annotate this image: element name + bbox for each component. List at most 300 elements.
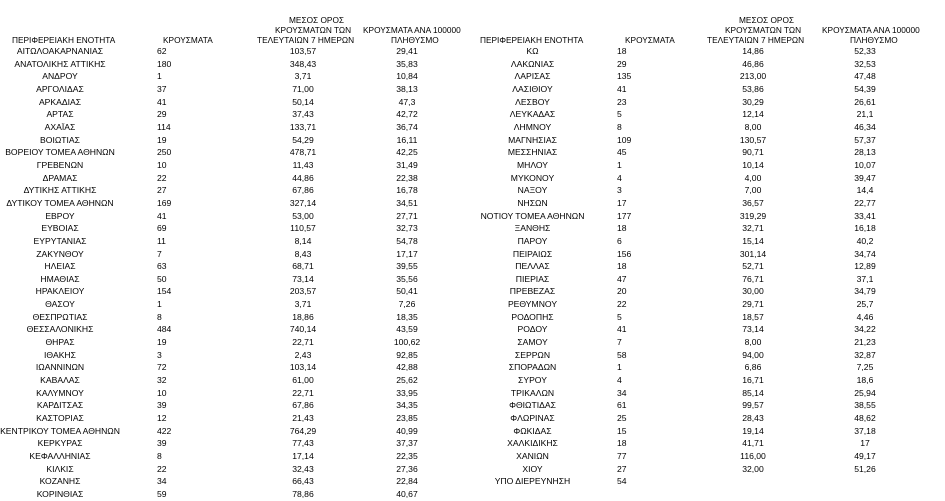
avg-7day-cell: 8,00: [744, 337, 762, 348]
avg-7day-cell: 78,86: [292, 488, 314, 499]
table-row: [0, 260, 470, 273]
avg-7day-cell: 73,14: [742, 324, 764, 335]
region-cell: ΗΜΑΘΙΑΣ: [40, 273, 80, 284]
region-cell: ΧΑΝΙΩΝ: [516, 451, 549, 461]
region-cell: ΙΘΑΚΗΣ: [44, 349, 76, 360]
cases-cell: 250: [157, 147, 172, 158]
avg-7day-cell: 16,71: [742, 375, 764, 386]
region-cell: ΗΛΕΙΑΣ: [44, 261, 76, 272]
avg-7day-cell: 6,86: [744, 362, 762, 373]
avg-7day-cell: 77,43: [292, 438, 314, 449]
region-cell: ΛΗΜΝΟΥ: [513, 121, 552, 132]
cases-cell: 11: [157, 235, 166, 246]
table-row: [470, 298, 945, 311]
cases-cell: 22: [157, 172, 167, 183]
region-cell: ΒΟΡΕΙΟΥ ΤΟΜΕΑ ΑΘΗΝΩΝ: [5, 147, 115, 158]
table-row: [470, 361, 945, 374]
per100k-cell: 16,78: [396, 185, 418, 196]
cases-cell: 72: [157, 362, 167, 373]
table-row: [470, 146, 945, 159]
region-cell: ΘΗΡΑΣ: [45, 337, 75, 348]
per100k-cell: 4,46: [856, 311, 874, 322]
table-row: [0, 184, 470, 197]
avg-7day-cell: 90,71: [742, 147, 764, 158]
table-row: [0, 70, 470, 83]
per100k-cell: 34,35: [396, 400, 418, 411]
cases-cell: 29: [617, 58, 627, 69]
per100k-cell: 39,55: [396, 261, 418, 272]
region-cell: ΑΝΔΡΟΥ: [42, 71, 78, 82]
table-row: [470, 172, 945, 185]
cases-cell: 61: [617, 400, 627, 411]
header-cases: ΚΡΟΥΣΜΑΤΑ: [163, 35, 213, 45]
table-row: [470, 450, 945, 463]
avg-7day-cell: 73,14: [292, 273, 314, 284]
region-cell: ΛΕΥΚΑΔΑΣ: [509, 109, 556, 120]
per100k-cell: 47,3: [398, 96, 416, 107]
header-avg-line1: ΜΕΣΟΣ ΟΡΟΣ: [739, 15, 795, 25]
cases-cell: 1: [157, 299, 162, 310]
header-region: ΠΕΡΙΦΕΡΕΙΑΚΗ ΕΝΟΤΗΤΑ: [12, 35, 116, 45]
avg-7day-cell: 103,57: [289, 46, 317, 56]
cases-cell: 8: [157, 451, 162, 461]
header-region: ΠΕΡΙΦΕΡΕΙΑΚΗ ΕΝΟΤΗΤΑ: [480, 35, 584, 45]
per100k-cell: 22,84: [396, 476, 418, 487]
avg-7day-cell: 71,00: [292, 83, 314, 94]
cases-cell: 1: [157, 71, 162, 82]
avg-7day-cell: 37,43: [292, 109, 314, 120]
cases-cell: 5: [617, 311, 622, 322]
per100k-cell: 40,2: [856, 235, 874, 246]
avg-7day-cell: 8,00: [744, 121, 762, 132]
table-row: [0, 235, 470, 248]
table-row: [0, 349, 470, 362]
region-cell: ΜΑΓΝΗΣΙΑΣ: [508, 134, 557, 145]
region-cell: ΘΑΣΟΥ: [45, 299, 75, 310]
per100k-cell: 92,85: [396, 349, 418, 360]
region-cell: ΚΕΝΤΡΙΚΟΥ ΤΟΜΕΑ ΑΘΗΝΩΝ: [0, 425, 120, 436]
right-table-body: [470, 45, 945, 488]
header-per100k-line2: ΠΛΗΘΥΣΜΟ: [391, 35, 439, 45]
per100k-cell: 23,85: [396, 413, 418, 424]
cases-cell: 19: [157, 337, 167, 348]
cases-cell: 37: [157, 83, 167, 94]
avg-7day-cell: 319,29: [739, 210, 767, 221]
table-row: [0, 336, 470, 349]
cases-cell: 10: [157, 159, 167, 170]
table-row: [0, 134, 470, 147]
avg-7day-cell: 46,86: [742, 58, 764, 69]
cases-cell: 169: [157, 197, 172, 208]
region-cell: ΑΙΤΩΛΟΑΚΑΡΝΑΝΙΑΣ: [16, 46, 104, 56]
per100k-cell: 25,62: [396, 375, 418, 386]
per100k-cell: 32,73: [396, 223, 418, 234]
region-cell: ΛΑΡΙΣΑΣ: [514, 71, 551, 82]
avg-7day-cell: 67,86: [292, 400, 314, 411]
region-cell: ΛΕΣΒΟΥ: [515, 96, 550, 107]
region-cell: ΦΩΚΙΔΑΣ: [513, 425, 552, 436]
region-cell: ΛΑΣΙΘΙΟΥ: [512, 83, 553, 94]
region-cell: ΜΥΚΟΝΟΥ: [510, 172, 555, 183]
table-row: [0, 172, 470, 185]
avg-7day-cell: 116,00: [740, 451, 766, 461]
region-cell: ΠΕΙΡΑΙΩΣ: [512, 248, 553, 259]
avg-7day-cell: 4,00: [744, 172, 762, 183]
table-row: [470, 336, 945, 349]
region-cell: ΡΟΔΟΥ: [517, 324, 548, 335]
cases-cell: 422: [157, 425, 172, 436]
per100k-cell: 12,89: [854, 261, 876, 272]
avg-7day-cell: 213,00: [739, 71, 767, 82]
table-row: [0, 197, 470, 210]
table-row: [0, 488, 470, 501]
right-table-header: [470, 0, 945, 46]
cases-cell: 58: [617, 349, 627, 360]
cases-cell: 62: [157, 46, 167, 56]
header-avg-line1: ΜΕΣΟΣ ΟΡΟΣ: [289, 15, 345, 25]
region-cell: ΚΑΒΑΛΑΣ: [40, 375, 80, 386]
per100k-cell: 22,38: [396, 172, 418, 183]
region-cell: ΠΡΕΒΕΖΑΣ: [509, 286, 556, 297]
cases-cell: 54: [617, 476, 627, 487]
per100k-cell: 34,22: [854, 324, 876, 335]
cases-cell: 135: [617, 71, 632, 82]
table-row: [0, 425, 470, 438]
avg-7day-cell: 3,71: [294, 71, 312, 82]
region-cell: ΙΩΑΝΝΙΝΩΝ: [35, 362, 85, 373]
cases-cell: 4: [617, 375, 622, 386]
cases-cell: 77: [617, 451, 627, 461]
avg-7day-cell: 50,14: [292, 96, 314, 107]
region-cell: ΣΥΡΟΥ: [518, 375, 547, 386]
cases-cell: 32: [157, 375, 167, 386]
table-row: [0, 108, 470, 121]
cases-cell: 154: [157, 286, 172, 297]
table-row: [470, 311, 945, 324]
table-row: [470, 349, 945, 362]
cases-cell: 15: [617, 425, 627, 436]
per100k-cell: 7,26: [398, 299, 416, 310]
cases-cell: 39: [157, 438, 167, 449]
region-cell: ΚΕΡΚΥΡΑΣ: [37, 438, 83, 449]
avg-7day-cell: 17,14: [292, 451, 314, 461]
region-cell: ΞΑΝΘΗΣ: [514, 223, 551, 234]
table-row: [0, 273, 470, 286]
region-cell: ΜΗΛΟΥ: [516, 159, 549, 170]
cases-cell: 41: [617, 324, 627, 335]
region-cell: ΝΑΞΟΥ: [517, 185, 548, 196]
cases-cell: 156: [617, 248, 632, 259]
per100k-cell: 33,41: [854, 210, 876, 221]
region-cell: ΛΑΚΩΝΙΑΣ: [510, 58, 555, 69]
cases-cell: 484: [157, 324, 172, 335]
per100k-cell: 54,39: [854, 83, 876, 94]
cases-cell: 1: [617, 159, 622, 170]
avg-7day-cell: 3,71: [294, 299, 312, 310]
avg-7day-cell: 67,86: [292, 185, 314, 196]
per100k-cell: 31,49: [396, 159, 418, 170]
avg-7day-cell: 36,57: [742, 197, 764, 208]
region-cell: ΤΡΙΚΑΛΩΝ: [510, 387, 555, 398]
per100k-cell: 35,56: [396, 273, 418, 284]
table-row: [0, 475, 470, 488]
avg-7day-cell: 103,14: [289, 362, 317, 373]
per100k-cell: 42,72: [396, 109, 418, 120]
avg-7day-cell: 11,43: [292, 159, 314, 170]
header-cases: ΚΡΟΥΣΜΑΤΑ: [625, 35, 675, 45]
cases-cell: 22: [617, 299, 627, 310]
left-table-header: [0, 0, 470, 46]
table-row: [470, 197, 945, 210]
cases-cell: 45: [617, 147, 627, 158]
per100k-cell: 29,41: [396, 46, 418, 56]
region-cell: ΑΡΤΑΣ: [46, 109, 74, 120]
per100k-cell: 18,35: [396, 311, 418, 322]
table-row: [470, 70, 945, 83]
region-cell: ΧΙΟΥ: [522, 463, 543, 474]
region-cell: ΑΝΑΤΟΛΙΚΗΣ ΑΤΤΙΚΗΣ: [14, 58, 106, 69]
avg-7day-cell: 52,71: [742, 261, 764, 272]
cases-cell: 3: [157, 349, 162, 360]
per100k-cell: 27,71: [396, 210, 418, 221]
per100k-cell: 16,11: [396, 134, 418, 145]
table-row: [470, 273, 945, 286]
region-cell: ΚΟΖΑΝΗΣ: [39, 476, 81, 487]
cases-cell: 7: [617, 337, 622, 348]
region-cell: ΣΕΡΡΩΝ: [514, 349, 551, 360]
region-cell: ΝΟΤΙΟΥ ΤΟΜΕΑ ΑΘΗΝΩΝ: [480, 210, 585, 221]
table-row: [470, 210, 945, 223]
cases-cell: 27: [157, 185, 167, 196]
table-row: [0, 222, 470, 235]
avg-7day-cell: 130,57: [739, 134, 767, 145]
avg-7day-cell: 44,86: [292, 172, 314, 183]
avg-7day-cell: 203,57: [289, 286, 317, 297]
table-row: [470, 323, 945, 336]
cases-cell: 17: [617, 197, 627, 208]
avg-7day-cell: 301,14: [739, 248, 767, 259]
cases-cell: 41: [617, 83, 627, 94]
avg-7day-cell: 21,43: [292, 413, 314, 424]
per100k-cell: 52,33: [854, 46, 876, 56]
region-cell: ΡΟΔΟΠΗΣ: [511, 311, 554, 322]
region-cell: ΚΟΡΙΝΘΙΑΣ: [36, 488, 84, 499]
table-row: [470, 399, 945, 412]
avg-7day-cell: 19,14: [742, 425, 764, 436]
avg-7day-cell: 85,14: [742, 387, 764, 398]
cases-cell: 41: [157, 96, 167, 107]
avg-7day-cell: 32,43: [292, 463, 314, 474]
cases-cell: 69: [157, 223, 167, 234]
region-cell: ΠΙΕΡΙΑΣ: [515, 273, 550, 284]
region-cell: ΥΠΟ ΔΙΕΡΕΥΝΗΣΗ: [494, 476, 571, 487]
per100k-cell: 51,26: [854, 463, 876, 474]
table-row: [470, 96, 945, 109]
table-row: [0, 45, 470, 58]
region-cell: ΣΑΜΟΥ: [517, 337, 548, 348]
cases-cell: 29: [157, 109, 167, 120]
avg-7day-cell: 61,00: [292, 375, 314, 386]
table-row: [0, 96, 470, 109]
cases-cell: 27: [617, 463, 627, 474]
per100k-cell: 7,25: [856, 362, 874, 373]
table-row: [0, 374, 470, 387]
cases-cell: 23: [617, 96, 627, 107]
avg-7day-cell: 68,71: [292, 261, 314, 272]
per100k-cell: 33,95: [396, 387, 418, 398]
per100k-cell: 47,48: [854, 71, 876, 82]
header-avg-line3: ΤΕΛΕΥΤΑΙΩΝ 7 ΗΜΕΡΩΝ: [707, 35, 805, 45]
per100k-cell: 37,18: [854, 425, 876, 436]
avg-7day-cell: 53,00: [292, 210, 314, 221]
per100k-cell: 49,17: [854, 451, 876, 461]
per100k-cell: 39,47: [854, 172, 876, 183]
cases-cell: 180: [157, 58, 172, 69]
header-avg-line3: ΤΕΛΕΥΤΑΙΩΝ 7 ΗΜΕΡΩΝ: [257, 35, 355, 45]
avg-7day-cell: 2,43: [294, 349, 312, 360]
cases-cell: 22: [157, 463, 167, 474]
avg-7day-cell: 30,29: [742, 96, 764, 107]
per100k-cell: 22,35: [396, 451, 418, 461]
cases-cell: 18: [617, 223, 627, 234]
per100k-cell: 100,62: [393, 337, 421, 348]
table-row: [470, 374, 945, 387]
cases-cell: 4: [617, 172, 622, 183]
table-row: [470, 134, 945, 147]
region-cell: ΒΟΙΩΤΙΑΣ: [40, 134, 80, 145]
table-row: [470, 475, 945, 488]
avg-7day-cell: 94,00: [742, 349, 764, 360]
per100k-cell: 32,87: [854, 349, 876, 360]
per100k-cell: 25,7: [856, 299, 874, 310]
cases-cell: 18: [617, 46, 627, 56]
table-row: [0, 323, 470, 336]
table-row: [0, 159, 470, 172]
table-row: [470, 159, 945, 172]
per100k-cell: 34,79: [854, 286, 876, 297]
avg-7day-cell: 133,71: [289, 121, 317, 132]
table-row: [0, 285, 470, 298]
cases-cell: 59: [157, 488, 167, 499]
cases-cell: 12: [157, 413, 167, 424]
region-cell: ΠΕΛΛΑΣ: [515, 261, 550, 272]
avg-7day-cell: 32,71: [742, 223, 764, 234]
per100k-cell: 57,37: [854, 134, 876, 145]
region-cell: ΑΧΑΪΑΣ: [44, 121, 76, 132]
avg-7day-cell: 14,86: [742, 46, 764, 56]
region-cell: ΑΡΓΟΛΙΔΑΣ: [36, 83, 84, 94]
per100k-cell: 38,13: [396, 83, 418, 94]
region-cell: ΕΥΡΥΤΑΝΙΑΣ: [33, 235, 87, 246]
region-cell: ΚΙΛΚΙΣ: [46, 463, 74, 474]
per100k-cell: 37,1: [856, 273, 874, 284]
cases-cell: 20: [617, 286, 627, 297]
avg-7day-cell: 22,71: [292, 337, 314, 348]
avg-7day-cell: 7,00: [744, 185, 762, 196]
per100k-cell: 43,59: [396, 324, 418, 335]
cases-cell: 34: [157, 476, 167, 487]
avg-7day-cell: 41,71: [742, 438, 764, 449]
per100k-cell: 21,23: [854, 337, 876, 348]
per100k-cell: 10,84: [396, 71, 418, 82]
per100k-cell: 42,88: [396, 362, 418, 373]
table-row: [470, 222, 945, 235]
table-row: [0, 210, 470, 223]
table-row: [470, 83, 945, 96]
avg-7day-cell: 28,43: [742, 413, 764, 424]
region-cell: ΠΑΡΟΥ: [517, 235, 548, 246]
per100k-cell: 34,74: [854, 248, 876, 259]
avg-7day-cell: 18,57: [742, 311, 764, 322]
region-cell: ΘΕΣΣΑΛΟΝΙΚΗΣ: [26, 324, 94, 335]
header-per100k-line1: ΚΡΟΥΣΜΑΤΑ ΑΝΑ 100000: [822, 25, 920, 35]
avg-7day-cell: 76,71: [742, 273, 764, 284]
cases-cell: 19: [157, 134, 167, 145]
region-cell: ΘΕΣΠΡΩΤΙΑΣ: [32, 311, 88, 322]
table-row: [470, 425, 945, 438]
table-row: [470, 235, 945, 248]
cases-cell: 114: [157, 121, 171, 132]
table-row: [470, 45, 945, 58]
table-row: [0, 387, 470, 400]
avg-7day-cell: 327,14: [289, 197, 317, 208]
per100k-cell: 40,67: [396, 488, 418, 499]
per100k-cell: 37,37: [396, 438, 418, 449]
cases-cell: 25: [617, 413, 627, 424]
header-avg-line2: ΚΡΟΥΣΜΑΤΩΝ ΤΩΝ: [275, 25, 352, 35]
region-cell: ΑΡΚΑΔΙΑΣ: [38, 96, 82, 107]
region-cell: ΣΠΟΡΑΔΩΝ: [508, 362, 557, 373]
region-cell: ΜΕΣΣΗΝΙΑΣ: [507, 147, 558, 158]
region-cell: ΚΑΡΔΙΤΣΑΣ: [36, 400, 84, 411]
table-row: [470, 58, 945, 71]
per100k-cell: 28,13: [854, 147, 876, 158]
region-cell: ΕΒΡΟΥ: [45, 210, 75, 221]
per100k-cell: 17,17: [396, 248, 418, 259]
table-row: [0, 412, 470, 425]
region-cell: ΚΕΦΑΛΛΗΝΙΑΣ: [29, 451, 91, 461]
table-row: [0, 463, 470, 476]
avg-7day-cell: 348,43: [289, 58, 317, 69]
table-row: [470, 437, 945, 450]
avg-7day-cell: 54,29: [292, 134, 314, 145]
header-per100k-line1: ΚΡΟΥΣΜΑΤΑ ΑΝΑ 100000: [363, 25, 461, 35]
table-row: [470, 248, 945, 261]
region-cell: ΚΩ: [526, 46, 539, 56]
region-cell: ΚΑΛΥΜΝΟΥ: [36, 387, 84, 398]
per100k-cell: 36,74: [396, 121, 418, 132]
cases-cell: 6: [617, 235, 622, 246]
table-row: [0, 58, 470, 71]
table-row: [0, 399, 470, 412]
region-cell: ΓΡΕΒΕΝΩΝ: [36, 159, 84, 170]
per100k-cell: 50,41: [396, 286, 418, 297]
region-cell: ΝΗΣΩΝ: [517, 197, 548, 208]
region-cell: ΔΥΤΙΚΗΣ ΑΤΤΙΚΗΣ: [23, 185, 97, 196]
table-row: [470, 260, 945, 273]
table-row: [0, 248, 470, 261]
cases-cell: 18: [617, 438, 627, 449]
region-cell: ΕΥΒΟΙΑΣ: [41, 223, 79, 234]
region-cell: ΧΑΛΚΙΔΙΚΗΣ: [507, 438, 558, 449]
cases-cell: 1: [617, 362, 622, 373]
region-cell: ΖΑΚΥΝΘΟΥ: [36, 248, 84, 259]
cases-cell: 109: [617, 134, 632, 145]
region-cell: ΚΑΣΤΟΡΙΑΣ: [36, 413, 84, 424]
table-row: [0, 298, 470, 311]
region-cell: ΦΘΙΩΤΙΔΑΣ: [509, 400, 556, 411]
avg-7day-cell: 10,14: [742, 159, 764, 170]
